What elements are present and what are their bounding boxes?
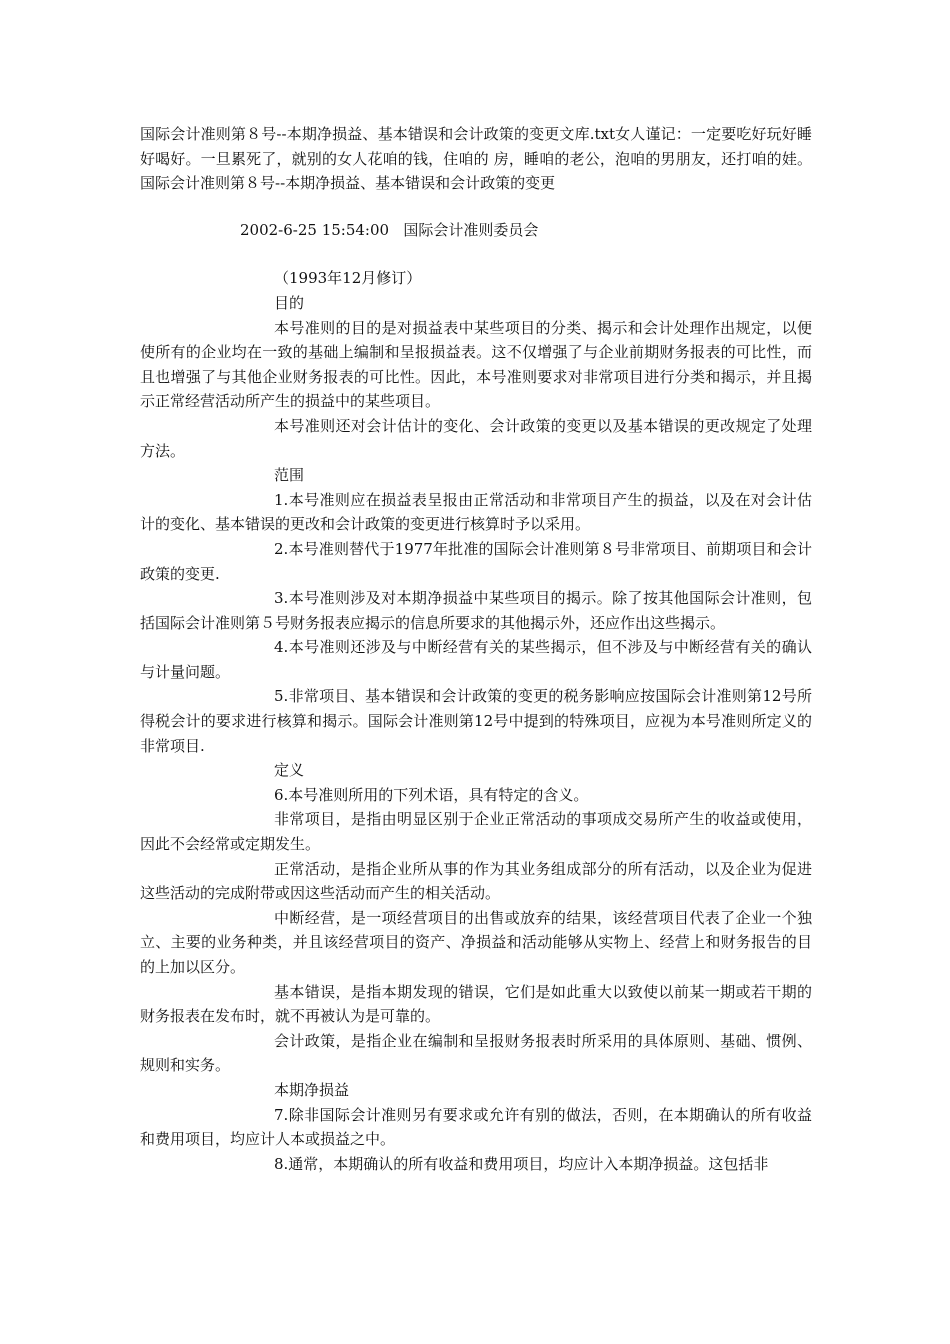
scope-item-2: 2.本号准则替代于1977年批准的国际会计准则第８号非常项目、前期项目和会计政策的变更.: [140, 539, 812, 583]
revision-note: （1993年12月修订）: [274, 269, 422, 288]
heading-definitions: 定义: [274, 761, 305, 780]
dateline: 2002-6-25 15:54:00 国际会计准则委员会: [240, 220, 539, 239]
intro-paragraph: 国际会计准则第８号--本期净损益、基本错误和会计政策的变更文库.txt女人谨记：一定要吃好玩好睡好喝好。一旦累死了，就别的女人花咱的钱，住咱的 房，睡咱的老公，泡咱的男朋友，还打咱的娃。 国际会计准则第８号--本期净损益、基本错误和会计政策的变更: [140, 125, 812, 193]
scope-item-4: 4.本号准则还涉及与中断经营有关的某些揭示，但不涉及与中断经营有关的确认与计量问题。: [140, 638, 812, 681]
definition-item-6: 6.本号准则所用的下列术语，具有特定的含义。: [274, 785, 589, 804]
scope-item-3: 3.本号准则涉及对本期净损益中某些项目的揭示。除了按其他国际会计准则，包括国际会计准则第５号财务报表应揭示的信息所要求的其他揭示外，还应作出这些揭示。: [140, 589, 812, 632]
scope-item-5: 5.非常项目、基本错误和会计政策的变更的税务影响应按国际会计准则第12号所得税会计的要求进行核算和揭示。国际会计准则第12号中提到的特殊项目，应视为本号准则所定义的非常项目.: [140, 687, 812, 755]
definition-accounting-policies: 会计政策，是指企业在编制和呈报财务报表时所采用的具体原则、基础、惯例、规则和实务。: [140, 1031, 812, 1075]
heading-scope: 范围: [274, 466, 305, 485]
document-page: [140, 122, 812, 1176]
definition-discontinued: 中断经营，是一项经营项目的出售或放弃的结果，该经营项目代表了企业一个独立、主要的业务种类，并且该经营项目的资产、净损益和活动能够从实物上、经营上和财务报告的目的上加以区分。: [140, 908, 812, 976]
net-profit-item-7: 7.除非国际会计准则另有要求或允许有别的做法，否则，在本期确认的所有收益和费用项目，均应计人本或损益之中。: [140, 1105, 812, 1149]
scope-item-1: 1.本号准则应在损益表呈报由正常活动和非常项目产生的损益，以及在对会计估计的变化、基本错误的更改和会计政策的变更进行核算时予以采用。: [140, 490, 812, 534]
heading-purpose: 目的: [274, 293, 305, 312]
purpose-paragraph-1: 本号准则的目的是对损益表中某些项目的分类、揭示和会计处理作出规定，以便使所有的企业均在一致的基础上编制和呈报损益表。这不仅增强了与企业前期财务报表的可比性，而且也增强了与其他企业财务报表的可比性。因此，本号准则要求对非常项目进行分类和揭示，并且揭示正常经营活动所产生的损益中的某些项目。: [140, 318, 812, 411]
purpose-paragraph-2: 本号准则还对会计估计的变化、会计政策的变更以及基本错误的更改规定了处理方法。: [140, 416, 812, 460]
definition-extraordinary: 非常项目，是指由明显区别于企业正常活动的事项成交易所产生的收益或使用，因此不会经常或定期发生。: [140, 810, 812, 854]
heading-net-profit: 本期净损益: [274, 1080, 350, 1099]
net-profit-item-8: 8.通常，本期确认的所有收益和费用项目，均应计入本期净损益。这包括非: [274, 1154, 769, 1173]
definition-ordinary: 正常活动，是指企业所从事的作为其业务组成部分的所有活动，以及企业为促进这些活动的完成附带或因这些活动而产生的相关活动。: [140, 859, 812, 903]
definition-fundamental-error: 基本错误，是指本期发现的错误，它们是如此重大以致使以前某一期或若干期的财务报表在发布时，就不再被认为是可靠的。: [140, 982, 812, 1026]
